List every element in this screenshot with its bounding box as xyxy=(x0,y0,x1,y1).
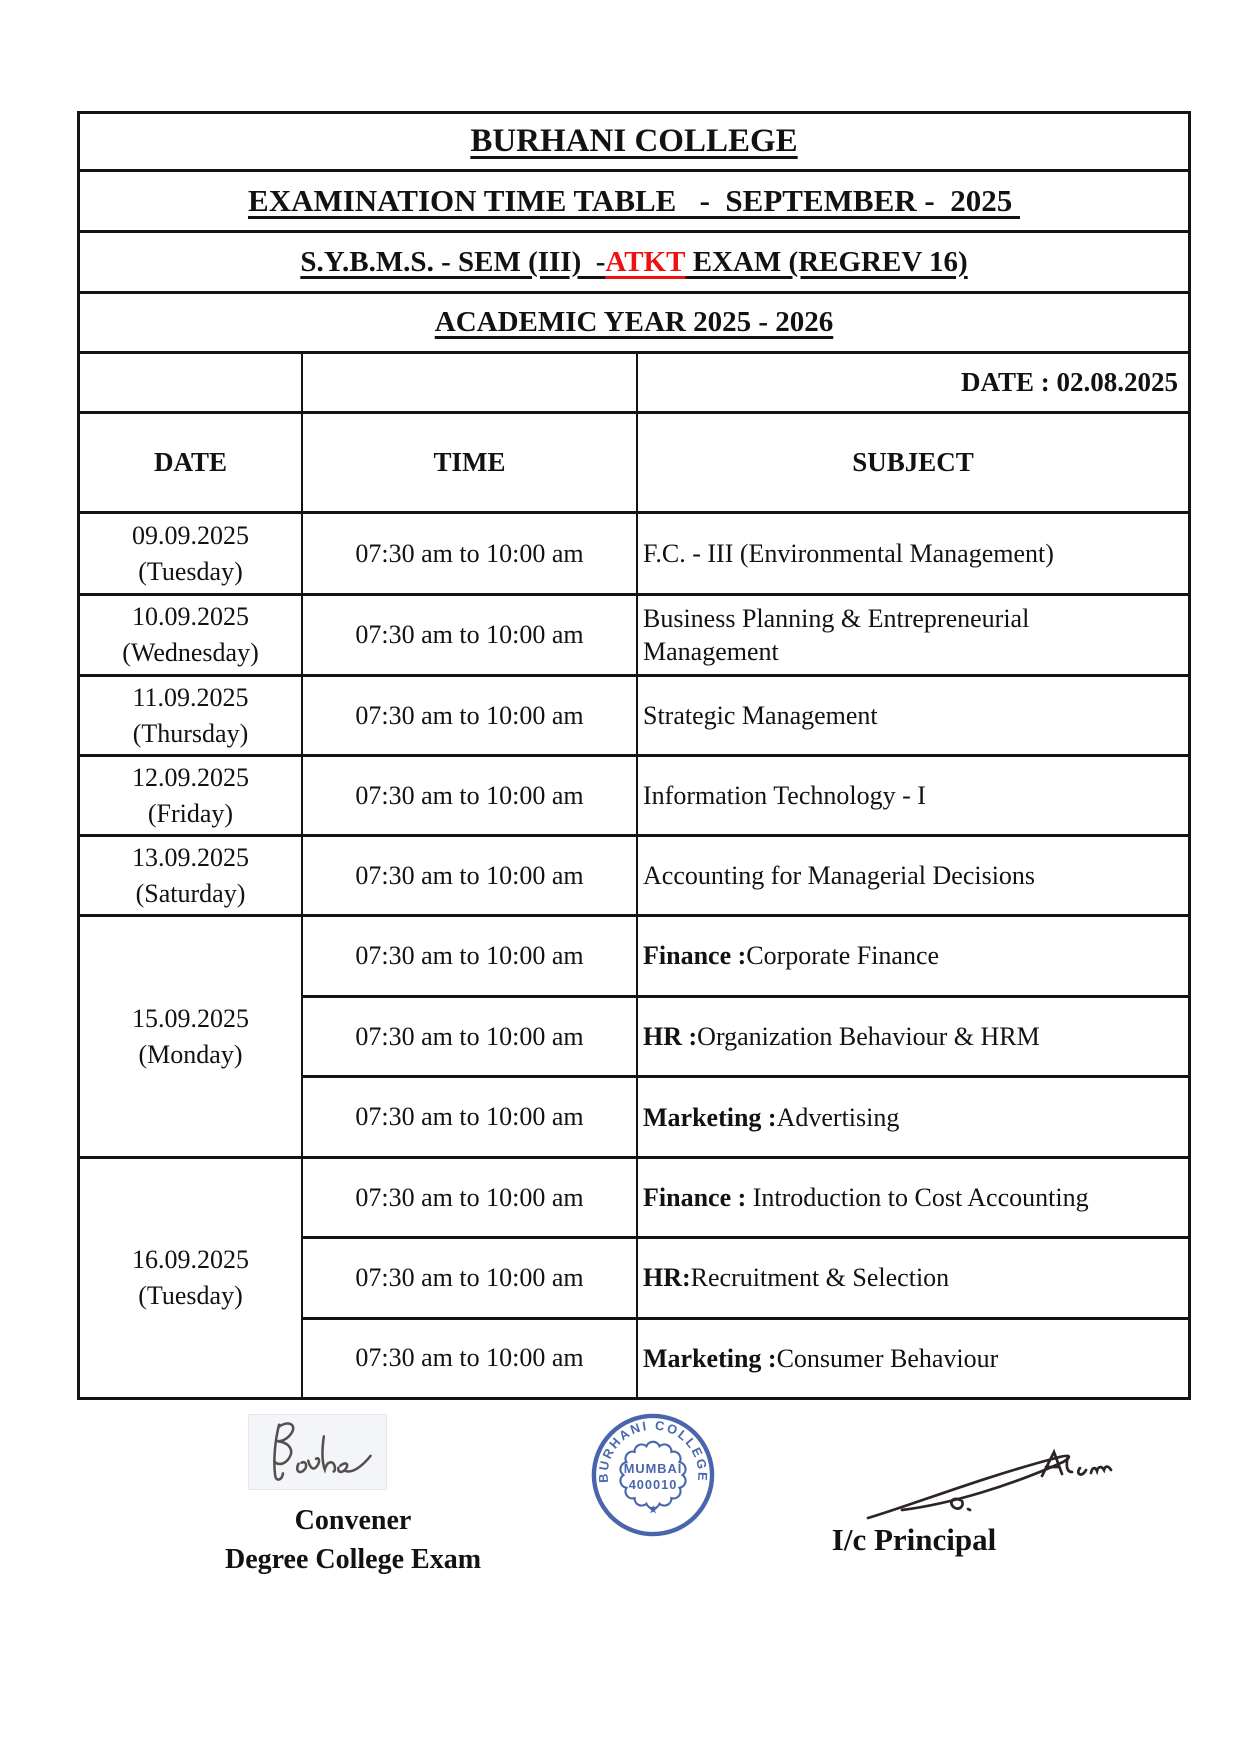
convener-signature xyxy=(248,1414,387,1490)
table-row xyxy=(80,674,1188,754)
empty-cell xyxy=(301,354,636,411)
group-subrows xyxy=(301,917,1188,1156)
stamp-pincode-text: 400010 xyxy=(628,1476,678,1492)
time-cell: 07:30 am to 10:00 am xyxy=(301,1239,636,1316)
course-title-post: EXAM (REGREV 16) xyxy=(685,245,968,278)
subject-text: Information Technology - I xyxy=(643,781,926,810)
weekday-text: (Thursday) xyxy=(132,718,249,748)
convener-department: Degree College Exam xyxy=(224,1544,482,1575)
date-text: 11.09.2025 xyxy=(132,682,249,712)
subject-text: Recruitment & Selection xyxy=(690,1263,950,1293)
date-text: 09.09.2025 xyxy=(132,520,249,550)
subject-stream-label: Finance : xyxy=(643,1183,747,1213)
weekday-text: (Tuesday) xyxy=(138,1281,243,1310)
subject-cell xyxy=(636,1159,1188,1236)
convener-signature-strokes xyxy=(249,1415,386,1489)
stamp-city-text: MUMBAI xyxy=(623,1461,683,1477)
subject-text: Business Planning & Entrepreneurial Management xyxy=(643,604,1030,666)
subject-stream-label: Marketing : xyxy=(643,1102,777,1132)
table-subrow xyxy=(301,1075,1188,1156)
subject-text: Consumer Behaviour xyxy=(776,1343,999,1373)
weekday-text: (Monday) xyxy=(138,1039,243,1069)
subject-cell xyxy=(636,837,1188,914)
date-cell xyxy=(80,677,301,754)
date-cell xyxy=(80,757,301,834)
time-cell: 07:30 am to 10:00 am xyxy=(301,514,636,593)
table-subrow xyxy=(301,1236,1188,1316)
table-header-row xyxy=(80,411,1188,511)
table-subrow xyxy=(301,1159,1188,1236)
subject-cell xyxy=(636,1239,1188,1316)
exam-title-row xyxy=(80,169,1188,230)
principal-signature xyxy=(860,1442,1120,1527)
subject-cell xyxy=(636,1078,1188,1156)
time-cell: 07:30 am to 10:00 am xyxy=(301,677,636,754)
header-subject: SUBJECT xyxy=(636,414,1188,511)
subject-text: Organization Behaviour & HRM xyxy=(697,1022,1040,1051)
college-title-row xyxy=(80,114,1188,169)
header-date: DATE xyxy=(153,447,227,477)
course-title-pre: S.Y.B.M.S. - SEM (III) - xyxy=(300,245,606,278)
subject-text: F.C. - III (Environmental Management) xyxy=(643,539,1054,568)
date-cell xyxy=(80,1159,301,1397)
subject-text: Corporate Finance xyxy=(746,941,940,971)
weekday-text: (Friday) xyxy=(147,798,234,828)
time-cell: 07:30 am to 10:00 am xyxy=(301,917,636,995)
subject-stream-label: Finance : xyxy=(643,941,747,971)
empty-cell xyxy=(80,354,301,411)
academic-year: ACADEMIC YEAR 2025 - 2026 xyxy=(434,306,834,338)
college-stamp-icon xyxy=(589,1411,717,1539)
course-title-atkt: ATKT xyxy=(605,245,686,278)
date-cell xyxy=(80,837,301,914)
time-cell: 07:30 am to 10:00 am xyxy=(301,998,636,1076)
subject-cell xyxy=(636,677,1188,754)
exam-timetable xyxy=(77,111,1191,1400)
subject-cell xyxy=(636,757,1188,834)
subject-stream-label: HR: xyxy=(643,1263,691,1293)
subject-stream-label: Marketing : xyxy=(643,1343,777,1373)
subject-cell xyxy=(636,917,1188,995)
date-text: 13.09.2025 xyxy=(132,842,249,872)
convener-title-block xyxy=(178,1501,528,1579)
time-cell: 07:30 am to 10:00 am xyxy=(301,837,636,914)
issue-date-row xyxy=(80,351,1188,411)
weekday-text: (Tuesday) xyxy=(138,556,243,586)
subject-stream-label: HR : xyxy=(643,1022,698,1051)
subject-text: Advertising xyxy=(776,1102,900,1132)
table-row-group xyxy=(80,914,1188,1156)
header-time: TIME xyxy=(301,414,636,511)
date-text: 10.09.2025 xyxy=(132,602,249,631)
table-row xyxy=(80,834,1188,914)
issue-date: DATE : 02.08.2025 xyxy=(636,354,1188,411)
academic-year-row xyxy=(80,291,1188,351)
date-text: 16.09.2025 xyxy=(132,1245,249,1274)
table-subrow xyxy=(301,995,1188,1076)
subject-text: Introduction to Cost Accounting xyxy=(746,1183,1089,1213)
table-row-group xyxy=(80,1156,1188,1397)
time-cell: 07:30 am to 10:00 am xyxy=(301,1159,636,1236)
time-cell: 07:30 am to 10:00 am xyxy=(301,1320,636,1397)
time-cell: 07:30 am to 10:00 am xyxy=(301,1078,636,1156)
table-subrow xyxy=(301,917,1188,995)
date-cell xyxy=(80,596,301,674)
stamp-star-icon: ★ xyxy=(647,1502,659,1517)
course-title-row xyxy=(80,230,1188,291)
exam-title: EXAMINATION TIME TABLE - SEPTEMBER - 2025 xyxy=(248,183,1020,218)
subject-text: Strategic Management xyxy=(643,701,878,730)
date-cell xyxy=(80,917,301,1156)
time-cell: 07:30 am to 10:00 am xyxy=(301,596,636,674)
table-subrow xyxy=(301,1317,1188,1397)
subject-cell xyxy=(636,998,1188,1076)
weekday-text: (Wednesday) xyxy=(122,638,259,667)
table-row xyxy=(80,754,1188,834)
table-row xyxy=(80,511,1188,593)
table-row xyxy=(80,593,1188,674)
subject-cell xyxy=(636,514,1188,593)
subject-cell xyxy=(636,596,1188,674)
date-text: 12.09.2025 xyxy=(132,762,249,792)
subject-cell xyxy=(636,1320,1188,1397)
subject-text: Accounting for Managerial Decisions xyxy=(643,861,1036,890)
college-title: BURHANI COLLEGE xyxy=(470,123,798,159)
stamp-arc-text: BURHANI COLLEGE xyxy=(595,1417,711,1484)
time-cell: 07:30 am to 10:00 am xyxy=(301,757,636,834)
group-subrows xyxy=(301,1159,1188,1397)
date-text: 15.09.2025 xyxy=(132,1003,249,1033)
date-cell xyxy=(80,514,301,593)
principal-title: I/c Principal xyxy=(831,1522,997,1557)
convener-role: Convener xyxy=(294,1505,412,1536)
weekday-text: (Saturday) xyxy=(135,878,246,908)
